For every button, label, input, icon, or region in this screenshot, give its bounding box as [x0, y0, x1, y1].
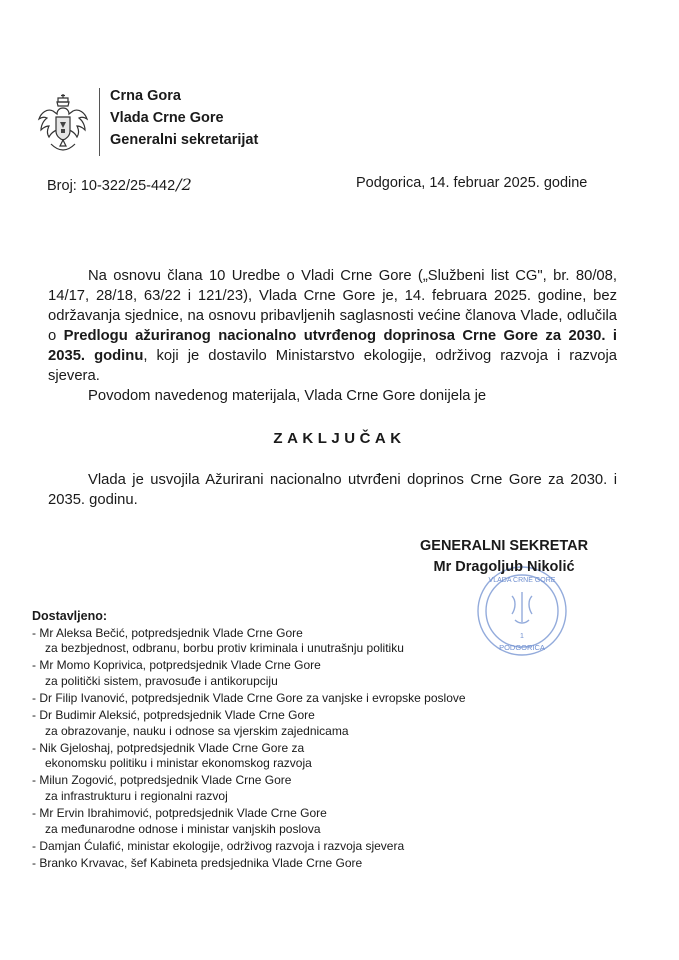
list-item [32, 806, 466, 837]
reference-number-text: Broj: 10-322/25-442 [47, 178, 176, 194]
recipient-line: - Branko Krvavac, šef Kabineta predsjednika Vlade Crne Gore [32, 855, 363, 870]
recipient-line: - Milun Zogović, potpredsjednik Vlade Crne Gore [32, 773, 292, 788]
recipient-portfolio: ekonomsku politiku i ministar ekonomskog razvoja [45, 756, 312, 771]
decision-intro-line: Povodom navedenog materijala, Vlada Crne Gore donijela je [88, 388, 487, 404]
stamp-bottom-text: PODGORICA [499, 643, 545, 652]
header-government: Vlada Crne Gore [110, 110, 224, 126]
recipient-line: - Mr Ervin Ibrahimović, potpredsjednik Vlade Crne Gore [32, 806, 327, 821]
recipient-portfolio: za međunarodne odnose i ministar vanjskih poslova [45, 821, 321, 836]
list-item [32, 626, 466, 657]
signature-name: Mr Dragoljub Nikolić [433, 559, 575, 575]
recipient-portfolio: za politički sistem, pravosuđe i antikorupciju [45, 673, 278, 688]
recipient-line: - Nik Gjeloshaj, potpredsjednik Vlade Crne Gore za [32, 740, 305, 755]
coat-of-arms-icon [37, 92, 89, 154]
distribution-list [32, 609, 466, 873]
recipient-line: - Dr Filip Ivanović, potpredsjednik Vlade Crne Gore za vanjske i evropske poslove [32, 690, 466, 705]
header-divider [99, 88, 100, 156]
place-and-date: Podgorica, 14. februar 2025. godine [356, 175, 588, 191]
intro-text-a: Na osnovu člana 10 Uredbe o Vladi Crne Gore („Službeni list CG", br. 80/08, 14/17, 28/18, 63/22 i 121/23), Vlada Crne Gore je, 14. februara 2025. godine, bez održavanja sjednice, na osnovu pribavljenih saglasnosti većine članova Vlade, odlučila o [48, 268, 617, 344]
signature-block [420, 536, 588, 578]
institution-header [110, 85, 258, 151]
recipient-line: - Dr Budimir Aleksić, potpredsjednik Vlade Crne Gore [32, 708, 315, 723]
recipient-line: - Mr Aleksa Bečić, potpredsjednik Vlade Crne Gore [32, 625, 303, 640]
reference-handwritten-suffix: /2 [176, 175, 192, 194]
recipient-portfolio: za bezbjednost, odbranu, borbu protiv kriminala i unutrašnju politiku [45, 641, 404, 656]
recipient-line: - Damjan Ćulafić, ministar ekologije, održivog razvoja i razvoja sjevera [32, 838, 405, 853]
stamp-number: 1 [520, 633, 524, 640]
recipient-portfolio: za infrastrukturu i regionalni razvoj [45, 789, 228, 804]
intro-paragraph [48, 266, 617, 406]
conclusion-title: ZAKLJUČAK [273, 430, 406, 447]
intro-proposal-title: Predlogu ažuriranog nacionalno utvrđenog doprinosa Crne Gore za 2030. i 2035. godinu [48, 328, 617, 364]
recipient-portfolio: za obrazovanje, nauku i odnose sa vjerskim zajednicama [45, 723, 349, 738]
list-item [32, 708, 466, 739]
distribution-title: Dostavljeno: [32, 609, 108, 623]
header-country: Crna Gora [110, 88, 181, 104]
signature-role: GENERALNI SEKRETAR [420, 538, 589, 554]
stamp-top-text: VLADA CRNE GORE [488, 577, 556, 584]
list-item [32, 856, 466, 872]
conclusion-text: Vlada je usvojila Ažurirani nacionalno utvrđeni doprinos Crne Gore za 2030. i 2035. godinu. [48, 472, 617, 508]
recipient-line: - Mr Momo Koprivica, potpredsjednik Vlade Crne Gore [32, 658, 321, 673]
list-item [32, 691, 466, 707]
intro-text-b: , koji je dostavilo Ministarstvo ekologije, održivog razvoja i razvoja sjevera. [48, 348, 617, 384]
list-item [32, 741, 466, 772]
list-item [32, 658, 466, 689]
reference-number [47, 175, 192, 194]
list-item [32, 839, 466, 855]
header-secretariat: Generalni sekretarijat [110, 132, 259, 148]
list-item [32, 773, 466, 804]
